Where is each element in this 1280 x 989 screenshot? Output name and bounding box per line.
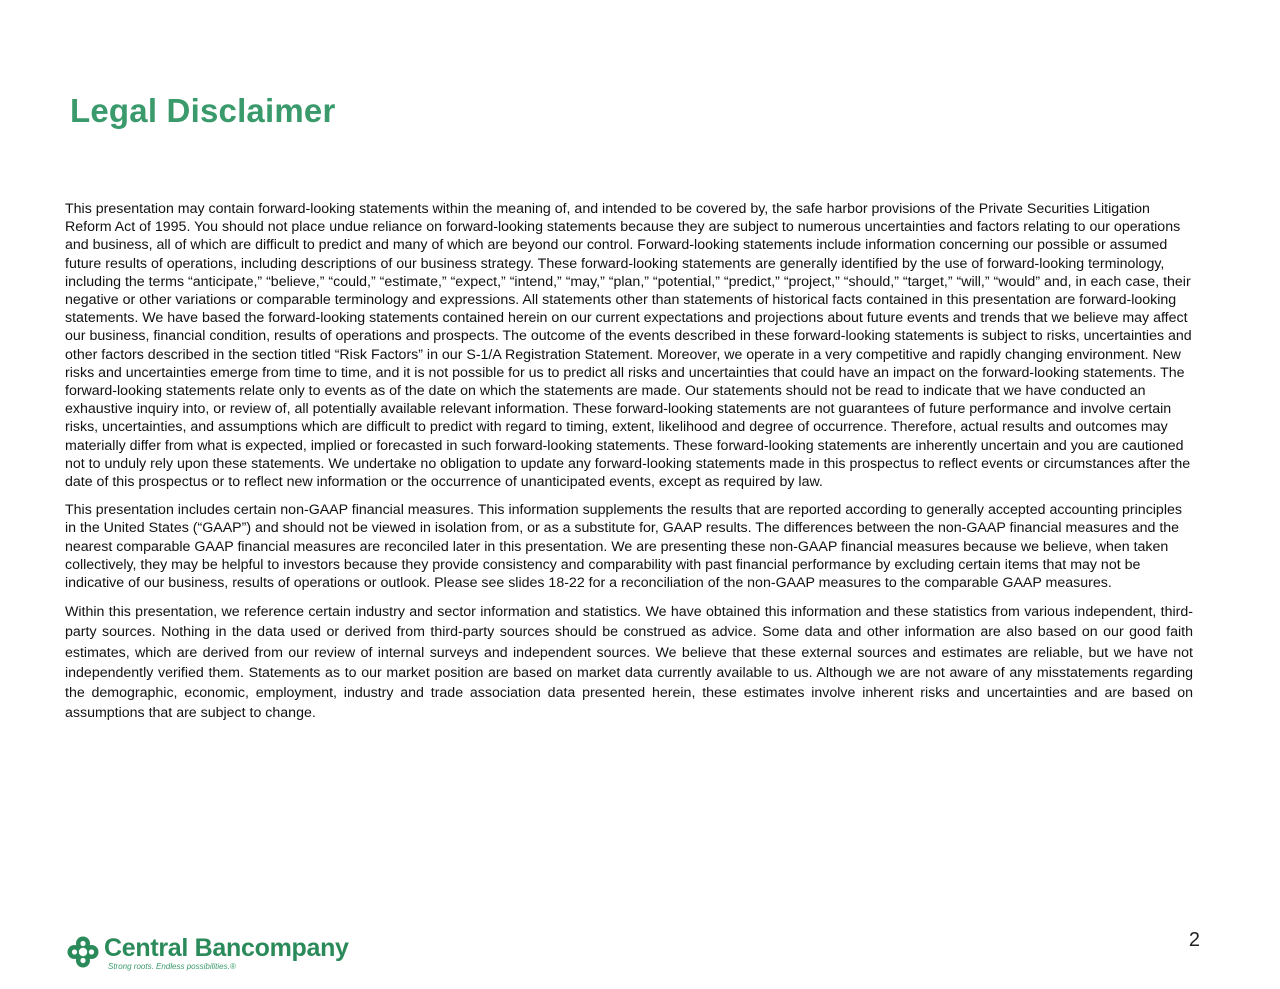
- logo-company-name: Central Bancompany: [104, 934, 349, 962]
- forward-looking-paragraph: This presentation may contain forward-looking statements within the meaning of, and intended to be covered by, the safe harbor provisions of the Private Securities Litigation Reform Act of 1995. You should not place undue reliance on forward-looking statements because they are subject to numerous uncertainties and factors relating to our operations and business, all of which are difficult to predict and many of which are beyond our control. Forward-looking statements include information concerning our possible or assumed future results of operations, including descriptions of our business strategy. These forward-looking statements are generally identified by the use of forward-looking terminology, including the terms “anticipate,” “believe,” “could,” “estimate,” “expect,” “intend,” “may,” “plan,” “potential,” “predict,” “project,” “should,” “target,” “will,” “would” and, in each case, their negative or other variations or comparable terminology and expressions. All statements other than statements of historical facts contained in this presentation are forward-looking statements. We have based the forward-looking statements contained herein on our current expectations and projections about future events and trends that we believe may affect our business, financial condition, results of operations and prospects. The outcome of the events described in these forward-looking statements is subject to risks, uncertainties and other factors described in the section titled “Risk Factors” in our S-1/A Registration Statement. Moreover, we operate in a very competitive and rapidly changing environment. New risks and uncertainties emerge from time to time, and it is not possible for us to predict all risks and uncertainties that could have an impact on the forward-looking statements. The forward-looking statements relate only to events as of the date on which the statements are made. Our statements should not be read to indicate that we have conducted an exhaustive inquiry into, or review of, all potentially available relevant information. These forward-looking statements are not guarantees of future performance and involve certain risks, uncertainties, and assumptions which are difficult to predict with regard to timing, extent, likelihood and degree of occurrence. Therefore, actual results and outcomes may materially differ from what is expected, implied or forecasted in such forward-looking statements. These forward-looking statements are inherently uncertain and you are cautioned not to unduly rely upon these statements. We undertake no obligation to update any forward-looking statements made in this prospectus to reflect events or circumstances after the date of this prospectus or to reflect new information or the occurrence of unanticipated events, except as required by law.: [65, 201, 1192, 491]
- non-gaap-paragraph: This presentation includes certain non-GAAP financial measures. This information supplements the results that are reported according to generally accepted accounting principles in the United States (“GAAP”) and should not be viewed in isolation from, or as a substitute for, GAAP results. The differences between the non-GAAP financial measures and the nearest comparable GAAP financial measures are reconciled later in this presentation. We are presenting these non-GAAP financial measures because we believe, when taken collectively, they may be helpful to investors because they provide consistency and comparability with past financial performance by excluding certain items that may not be indicative of our business, results of operations or outlook. Please see slides 18-22 for a reconciliation of the non-GAAP measures to the comparable GAAP measures.: [65, 502, 1182, 592]
- logo-text: [104, 934, 349, 972]
- industry-data-paragraph: Within this presentation, we reference certain industry and sector information and statistics. We have obtained this information and these statistics from various independent, third-party sources. Nothing in the data used or derived from third-party sources should be construed as advice. Some data and other information are also based on our good faith estimates, which are derived from our review of internal surveys and independent sources. We believe that these external sources and estimates are reliable, but we have not independently verified them. Statements as to our market position are based on market data currently available to us. Although we are not aware of any misstatements regarding the demographic, economic, employment, industry and trade association data presented herein, these estimates involve inherent risks and uncertainties and are based on assumptions that are subject to change.: [65, 604, 1193, 722]
- clover-icon: [66, 935, 100, 969]
- slide-title: Legal Disclaimer: [70, 92, 336, 129]
- disclaimer-body: [65, 200, 1193, 733]
- logo-tagline: Strong roots. Endless possibilities.®: [108, 962, 236, 971]
- page-number: 2: [1188, 929, 1200, 951]
- company-logo: [66, 934, 349, 972]
